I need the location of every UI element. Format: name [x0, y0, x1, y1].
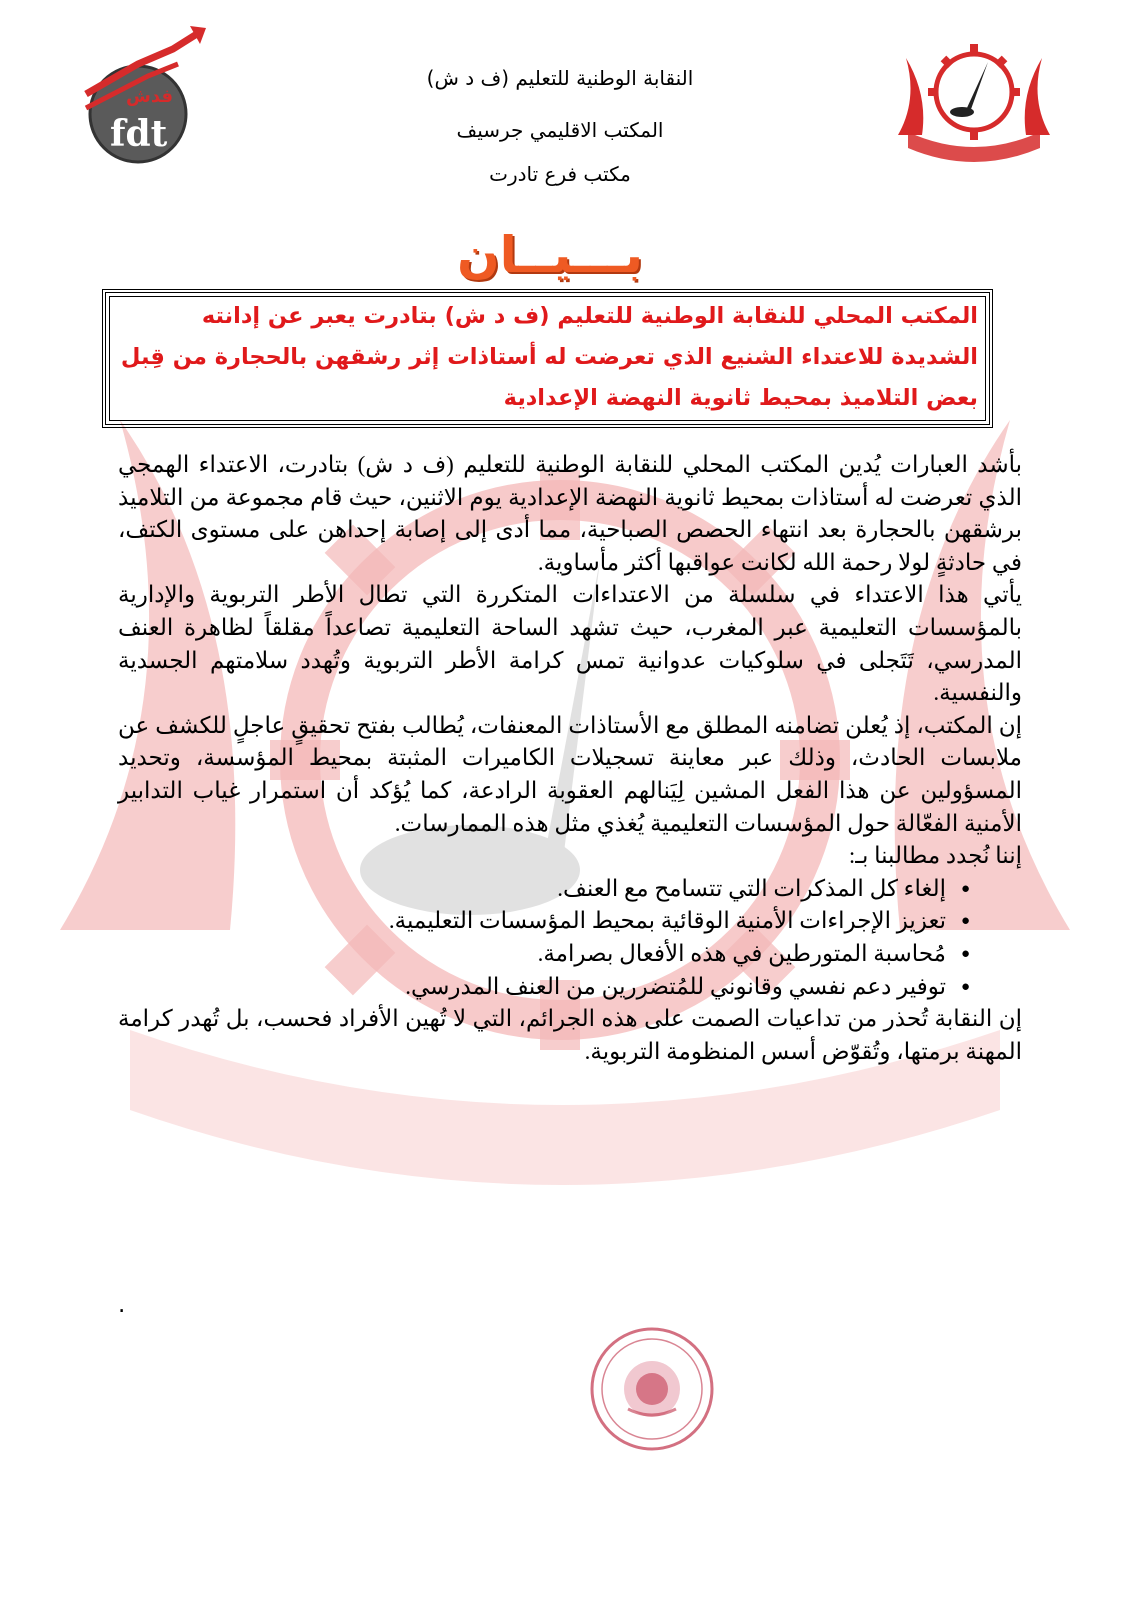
statement-body	[118, 449, 1022, 1068]
final-mark: .	[118, 1292, 126, 1318]
list-item: ● إلغاء كل المذكرات التي تتسامح مع العنف.	[118, 873, 1022, 906]
headline: المكتب المحلي للنقابة الوطنية للتعليم (ف د ش) بتادرت يعبر عن إدانته الشديدة للاعتداء الشنيع الذي تعرضت له أستاذات إثر رشقهن بالحجارة من قِبل بعض التلاميذ بمحيط ثانوية النهضة الإعدادية	[120, 303, 978, 411]
regional-office: المكتب الاقليمي جرسيف	[456, 118, 664, 142]
paragraph-context: يأتي هذا الاعتداء في سلسلة من الاعتداءات المتكررة التي تطال الأطر التربوية والإدارية بالمؤسسات التعليمية عبر المغرب، حيث تشهد الساحة التعليمية تصاعداً مقلقاً لظاهرة العنف المدرسي، تَتَجلى في سلوكيات عدوانية تمس كرامة الأطر التربوية وتُهدد سلامتهم الجسدية والنفسية.	[118, 582, 1022, 706]
list-item: ● توفير دعم نفسي وقانوني للمُتضررين من العنف المدرسي.	[118, 971, 1022, 1004]
closing-paragraph: إن النقابة تُحذر من تداعيات الصمت على هذه الجرائم، التي لا تُهين الأفراد فحسب، بل تُهدر كرامة المهنة برمتها، وتُقوّض أسس المنظومة التربوية.	[118, 1006, 1022, 1064]
fdt-logo	[78, 24, 208, 164]
union-name: النقابة الوطنية للتعليم (ف د ش)	[426, 66, 694, 90]
list-item: ● تعزيز الإجراءات الأمنية الوقائية بمحيط المؤسسات التعليمية.	[118, 905, 1022, 938]
demands-intro: إننا نُجدد مطالبنا بـ:	[848, 843, 1022, 869]
union-emblem-logo	[888, 40, 1060, 165]
statement-title: بـــيــان	[456, 226, 644, 284]
demands-list	[118, 873, 1022, 1003]
paragraph-demands-investigation: إن المكتب، إذ يُعلن تضامنه المطلق مع الأستاذات المعنفات، يُطالب بفتح تحقيقٍ عاجلٍ للكشف عن ملابسات الحادث، وذلك عبر معاينة تسجيلات الكاميرات المثبتة بمحيط المؤسسة، وتحديد المسؤولين عن هذا الفعل المشين لِيَنالهم العقوبة الرادعة، كما يُؤكد أن استمرار غياب التدابير الأمنية الفعّالة حول المؤسسات التعليمية يُغذي مثل هذه الممارسات.	[118, 712, 1022, 836]
union-stamp	[588, 1325, 716, 1453]
fdt-logo-latin: fdt	[110, 113, 168, 155]
paragraph-incident: بأشد العبارات يُدين المكتب المحلي للنقابة الوطنية للتعليم (ف د ش) بتادرت، الاعتداء الهمجي الذي تعرضت له أستاذات بمحيط ثانوية النهضة الإعدادية يوم الاثنين، حيث قام مجموعة من التلاميذ برشقهن بالحجارة بعد انتهاء الحصص الصباحية، مما أدى إلى إصابة إحداهن على مستوى الكتف، في حادثةٍ لولا رحمة الله لكانت عواقبها أكثر مأساوية.	[118, 452, 1022, 575]
list-item: ● مُحاسبة المتورطين في هذه الأفعال بصرامة.	[118, 938, 1022, 971]
fdt-logo-arabic: فدش	[126, 86, 174, 107]
branch-office: مكتب فرع تادرت	[489, 162, 631, 186]
